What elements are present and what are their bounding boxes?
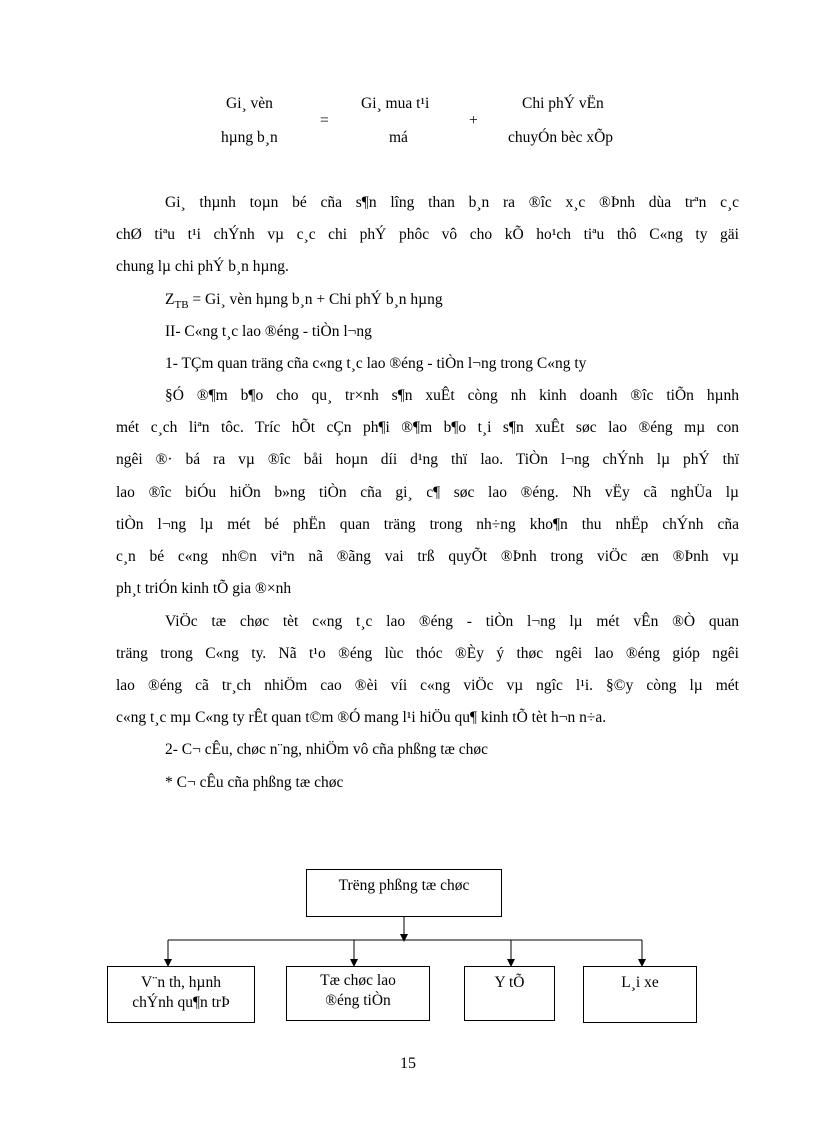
ztb-subscript: TB (174, 299, 189, 312)
org-root-label: Trëng phßng tæ chøc (338, 877, 470, 894)
formula-term1-line1: Gi¸ mua t¹i (361, 95, 430, 112)
paragraph-1-line-2: chØ tiªu t¹i chÝnh vµ c¸c chi phÝ phôc vô cho kÕ ho¹ch tiªu thô C«ng ty gäi (116, 226, 739, 243)
subheading-2: 2- C¬ cÊu, chøc n¨ng, nhiÖm vô cña phßng tæ chøc (165, 741, 488, 758)
paragraph-2-line-3: ngêi ®· bá ra vµ ®îc båi hoµn díi d¹ng thï lao. TiÒn l¬ng chÝnh lµ phÝ thï (116, 451, 739, 468)
org-child-1-line2: chÝnh qu¶n trÞ (132, 994, 230, 1011)
formula-term2-line1: Chi phÝ vËn (522, 95, 604, 112)
org-child-2-line2: ®éng tiÒn (325, 992, 391, 1009)
paragraph-2-line-7: ph¸t triÓn kinh tÕ gia ®×nh (116, 580, 292, 597)
ztb-z: Z (165, 291, 175, 308)
paragraph-2-line-6: c¸n bé c«ng nh©n viªn nã ®ãng vai trß quyÕt ®Þnh trong viÖc æn ®Þnh vµ (116, 548, 739, 565)
formula-term1-line2: má (389, 129, 408, 146)
section-heading-2: II- C«ng t¸c lao ®éng - tiÒn l¬ng (165, 323, 372, 340)
paragraph-3-line-4: c«ng t¸c mµ C«ng ty rÊt quan t©m ®Ó mang l¹i hiÖu qu¶ kinh tÕ tèt h¬n n÷a. (116, 709, 607, 726)
paragraph-2-line-2: mét c¸ch liªn tôc. Tríc hÕt cÇn ph¶i ®¶m b¶o t¸i s¶n xuÊt søc lao ®éng mµ con (116, 419, 739, 436)
formula-equals: = (320, 112, 329, 129)
org-child-box-3 (464, 966, 555, 1021)
formula-term2-line2: chuyÓn bèc xÕp (508, 129, 614, 146)
org-child-4-label: L¸i xe (621, 974, 659, 991)
paragraph-1-line-3: chung lµ chi phÝ b¸n hµng. (116, 258, 289, 275)
page-number: 15 (400, 1055, 416, 1072)
org-child-2-line1: Tæ chøc lao (320, 972, 396, 989)
paragraph-3-line-2: träng trong C«ng ty. Nã t¹o ®éng lùc thóc ®Èy ý thøc ngêi lao ®éng gióp ngêi (116, 645, 739, 662)
subheading-1: 1- TÇm quan träng cña c«ng t¸c lao ®éng - tiÒn l¬ng trong C«ng ty (165, 355, 587, 372)
bullet-structure: * C¬ cÊu cña phßng tæ chøc (165, 774, 344, 791)
org-child-box-2 (286, 966, 430, 1021)
formula-lhs-line2: hµng b¸n (221, 129, 278, 146)
paragraph-3-line-3: lao ®éng cã tr¸ch nhiÖm cao ®èi víi c«ng viÖc vµ ngîc l¹i. §©y còng lµ mét (116, 677, 739, 694)
org-child-1-line1: V¨n th, hµnh (141, 974, 221, 991)
paragraph-2-line-4: lao ®îc biÓu hiÖn b»ng tiÒn cña gi¸ c¶ søc lao ®éng. Nh vËy cã nghÜa lµ (116, 484, 739, 501)
org-child-box-4 (583, 966, 697, 1023)
formula-lhs-line1: Gi¸ vèn (226, 95, 273, 112)
formula-plus: + (469, 112, 478, 129)
paragraph-3-line-1: ViÖc tæ chøc tèt c«ng t¸c lao ®éng - tiÒn l¬ng lµ mét vÊn ®Ò quan (165, 613, 739, 630)
org-child-3-label: Y tÕ (494, 974, 525, 991)
paragraph-2-line-1: §Ó ®¶m b¶o cho qu¸ tr×nh s¶n xuÊt còng nh kinh doanh ®îc tiÕn hµnh (165, 387, 739, 404)
ztb-rest: = Gi¸ vèn hµng b¸n + Chi phÝ b¸n hµng (188, 291, 443, 308)
paragraph-2-line-5: tiÒn l¬ng lµ mét bé phËn quan träng trong nh÷ng kho¶n thu nhËp chÝnh cña (116, 516, 739, 533)
org-root-box (306, 869, 502, 917)
org-child-box-1 (107, 966, 255, 1023)
paragraph-1-line-1: Gi¸ thµnh toµn bé cña s¶n lîng than b¸n ra ®îc x¸c ®Þnh dùa trªn c¸c (165, 194, 739, 211)
